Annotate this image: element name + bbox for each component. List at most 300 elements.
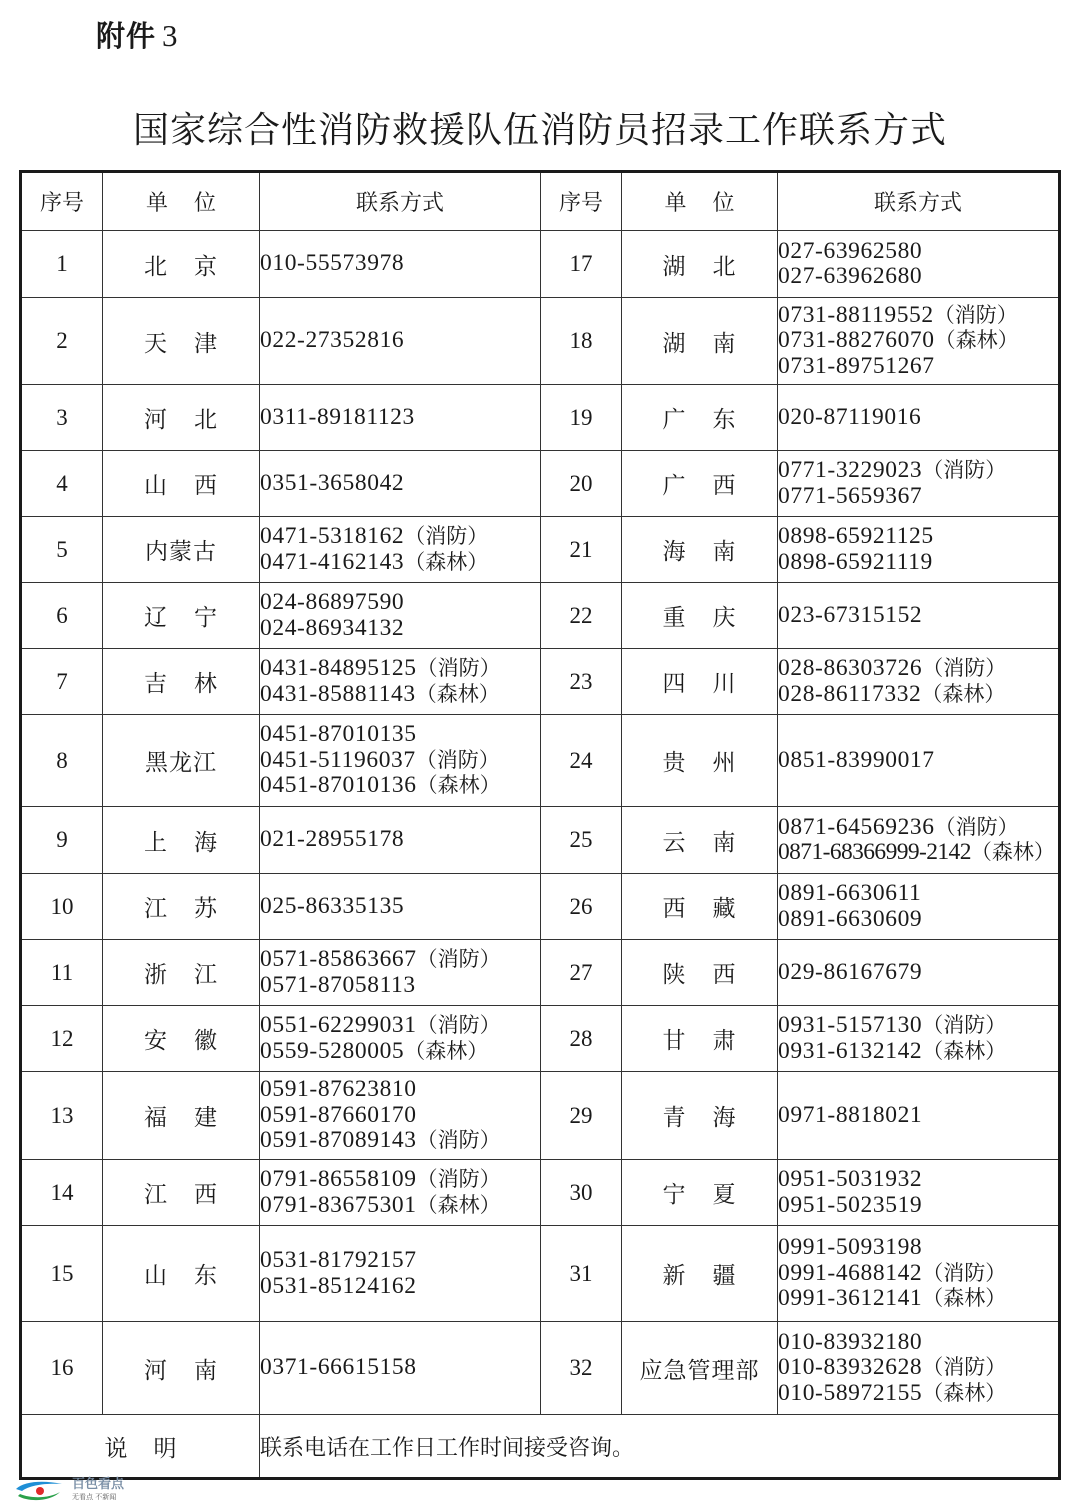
phone-number: 010-55573978 — [260, 250, 405, 277]
table-row — [21, 1160, 1060, 1226]
page-title: 国家综合性消防救援队伍消防员招录工作联系方式 — [132, 110, 947, 151]
unit-cell-right — [622, 451, 778, 517]
unit-cell-right — [622, 583, 778, 649]
phone-line — [260, 524, 540, 550]
unit-name: 徽 — [194, 1028, 218, 1054]
phone-line — [260, 947, 540, 973]
phone-tag: （消防） — [416, 1013, 501, 1037]
phone-line — [260, 1103, 540, 1129]
unit-name: 建 — [194, 1105, 218, 1131]
unit-name: 疆 — [712, 1263, 737, 1289]
contact-cell-right — [778, 940, 1060, 1006]
table-row — [21, 517, 1060, 583]
phone-number: 024-86897590 — [260, 589, 405, 615]
phone-number: 0591-87623810 — [260, 1076, 417, 1103]
unit-name: 宁 — [662, 1182, 687, 1208]
contact-table — [19, 170, 1061, 1480]
contact-cell-left — [260, 940, 541, 1006]
phone-line — [778, 303, 1058, 329]
phone-line — [260, 1077, 540, 1103]
contact-cell-left — [260, 649, 541, 715]
contact-cell-right — [778, 874, 1060, 940]
phone-number: 0991-5093198 — [778, 1234, 923, 1261]
phone-line — [260, 405, 540, 431]
phone-tag: （森林） — [922, 1380, 1007, 1405]
phone-line — [778, 1286, 1058, 1312]
contact-cell-right — [778, 583, 1060, 649]
header-index-left: 序号 — [21, 172, 103, 231]
phone-tag: （森林） — [934, 328, 1019, 353]
phone-tag: （森林） — [416, 773, 501, 798]
index-cell-left: 1 — [21, 231, 103, 298]
unit-name: 北 — [194, 407, 218, 433]
phone-tag: （消防） — [922, 1260, 1007, 1285]
phone-number: 028-86303726 — [778, 655, 923, 681]
phone-number: 0571-87058113 — [260, 971, 416, 998]
phone-tag: （森林） — [922, 1286, 1007, 1311]
phone-number: 0891-6630611 — [778, 880, 922, 906]
phone-number: 0771-3229023 — [778, 457, 923, 483]
unit-name: 州 — [712, 750, 737, 776]
watermark — [10, 1478, 130, 1504]
phone-tag: （森林） — [922, 1038, 1007, 1063]
phone-tag: （消防） — [416, 1128, 501, 1153]
phone-number: 0559-5280005 — [260, 1037, 405, 1064]
phone-number: 0311-89181123 — [260, 403, 415, 430]
contact-cell-right — [778, 649, 1060, 715]
contact-cell-left — [260, 583, 541, 649]
watermark-name: 百色看点 — [72, 1477, 125, 1492]
unit-name: 京 — [194, 253, 218, 280]
phone-line — [260, 656, 540, 682]
phone-line — [778, 840, 1058, 866]
phone-line — [260, 251, 540, 277]
header-unit-right-b: 位 — [712, 191, 735, 216]
phone-line — [260, 773, 540, 799]
phone-number: 0791-83675301 — [260, 1191, 417, 1218]
phone-number: 010-83932180 — [778, 1328, 923, 1355]
index-cell-right: 30 — [541, 1160, 622, 1226]
phone-number: 0791-86558109 — [260, 1166, 417, 1192]
unit-cell-right — [622, 385, 778, 451]
phone-tag: （森林） — [921, 681, 1006, 706]
unit-name: 海 — [712, 1105, 737, 1131]
unit-name: 福 — [144, 1105, 168, 1131]
unit-name: 河 — [144, 407, 168, 433]
contact-cell-right — [778, 1160, 1060, 1226]
unit-cell-left — [103, 517, 260, 583]
phone-number: 0551-62299031 — [260, 1012, 417, 1038]
unit-cell-left — [103, 1160, 260, 1226]
unit-name: 广 — [662, 407, 687, 433]
phone-line — [778, 1261, 1058, 1287]
phone-number: 0591-87660170 — [260, 1101, 417, 1128]
phone-number: 0731-88119552 — [778, 301, 934, 328]
phone-line — [778, 550, 1058, 576]
unit-cell-left — [103, 1006, 260, 1072]
unit-cell-right — [622, 298, 778, 385]
phone-tag: （森林） — [404, 549, 489, 574]
phone-line — [778, 405, 1058, 431]
phone-line — [778, 656, 1058, 682]
contact-cell-left — [260, 298, 541, 385]
index-cell-left: 13 — [21, 1072, 103, 1160]
phone-number: 024-86934132 — [260, 614, 405, 641]
table-row — [21, 807, 1060, 874]
phone-tag: （森林） — [970, 840, 1055, 864]
unit-name: 海 — [662, 539, 687, 565]
phone-number: 0431-85881143 — [260, 680, 416, 707]
phone-line — [260, 1248, 540, 1274]
phone-line — [778, 682, 1058, 708]
index-cell-left: 12 — [21, 1006, 103, 1072]
table-row — [21, 1322, 1060, 1415]
table-row — [21, 298, 1060, 385]
phone-number: 023-67315152 — [778, 601, 923, 628]
unit-name: 贵 — [662, 750, 687, 776]
unit-name: 江 — [144, 896, 168, 922]
phone-line — [778, 1330, 1058, 1356]
unit-cell-left — [103, 940, 260, 1006]
phone-tag: （森林） — [415, 681, 500, 706]
phone-number: 025-86335135 — [260, 892, 405, 919]
phone-tag: （消防） — [416, 947, 501, 971]
unit-name: 北 — [712, 253, 737, 280]
table-row — [21, 874, 1060, 940]
index-cell-left: 15 — [21, 1226, 103, 1322]
table-row — [21, 715, 1060, 807]
index-cell-left: 5 — [21, 517, 103, 583]
phone-number: 020-87119016 — [778, 403, 922, 430]
unit-name: 西 — [712, 473, 737, 499]
index-cell-right: 20 — [541, 451, 622, 517]
contact-cell-left — [260, 1006, 541, 1072]
unit-name: 南 — [712, 539, 737, 565]
phone-line — [778, 815, 1058, 841]
unit-name: 山 — [144, 1263, 168, 1289]
table-row — [21, 583, 1060, 649]
unit-cell-right — [622, 715, 778, 807]
unit-cell-right — [622, 807, 778, 874]
phone-line — [778, 1103, 1058, 1129]
phone-line — [778, 1355, 1058, 1381]
unit-name: 上 — [144, 829, 168, 856]
phone-line — [778, 1235, 1058, 1261]
unit-name: 湖 — [662, 330, 687, 357]
contact-cell-right — [778, 385, 1060, 451]
unit-name: 安 — [144, 1028, 168, 1054]
phone-number: 028-86117332 — [778, 680, 922, 707]
unit-name: 辽 — [144, 605, 168, 631]
index-cell-left: 11 — [21, 940, 103, 1006]
index-cell-right: 17 — [541, 231, 622, 298]
contact-cell-left — [260, 1160, 541, 1226]
unit-name: 江 — [194, 962, 218, 988]
phone-line — [260, 722, 540, 748]
phone-number: 027-63962580 — [778, 237, 923, 264]
phone-line — [260, 1274, 540, 1300]
table-row — [21, 231, 1060, 298]
table-row — [21, 451, 1060, 517]
table-row — [21, 1072, 1060, 1160]
phone-line — [778, 1013, 1058, 1039]
phone-line — [260, 1167, 540, 1193]
phone-tag: （消防） — [922, 1013, 1007, 1037]
contact-cell-left — [260, 807, 541, 874]
phone-tag: （消防） — [922, 656, 1007, 680]
note-label — [21, 1415, 260, 1479]
phone-line — [260, 1355, 540, 1381]
index-cell-right: 18 — [541, 298, 622, 385]
unit-name: 西 — [662, 896, 687, 922]
index-cell-right: 22 — [541, 583, 622, 649]
unit-name: 湖 — [662, 253, 687, 280]
phone-line — [778, 881, 1058, 907]
contact-cell-left — [260, 1226, 541, 1322]
index-cell-left: 3 — [21, 385, 103, 451]
header-unit-left-a: 单 — [145, 191, 168, 216]
index-cell-left: 10 — [21, 874, 103, 940]
watermark-slogan: 无看点 不新闻 — [72, 1493, 117, 1501]
phone-line — [778, 1381, 1058, 1407]
contact-cell-right — [778, 807, 1060, 874]
unit-name: 山 — [144, 473, 168, 499]
unit-cell-left — [103, 451, 260, 517]
phone-number: 0451-87010136 — [260, 772, 417, 799]
contact-cell-left — [260, 517, 541, 583]
table-row — [21, 649, 1060, 715]
unit-name: 苏 — [194, 896, 218, 922]
phone-tag: （消防） — [922, 1355, 1007, 1380]
contact-cell-right — [778, 1072, 1060, 1160]
phone-line — [778, 239, 1058, 265]
index-cell-right: 29 — [541, 1072, 622, 1160]
phone-line — [778, 354, 1058, 380]
unit-cell-right — [622, 649, 778, 715]
phone-number: 0471-5318162 — [260, 523, 405, 549]
index-cell-left: 8 — [21, 715, 103, 807]
unit-name: 天 — [144, 330, 168, 357]
phone-line — [260, 1193, 540, 1219]
phone-number: 010-58972155 — [778, 1379, 923, 1406]
unit-name: 重 — [662, 605, 687, 631]
note-label-a: 说 — [104, 1435, 128, 1462]
phone-number: 022-27352816 — [260, 327, 405, 354]
phone-tag: （消防） — [933, 302, 1018, 327]
unit-cell-left — [103, 298, 260, 385]
table-row — [21, 1006, 1060, 1072]
unit-cell-left — [103, 874, 260, 940]
phone-tag: （森林） — [404, 1038, 489, 1063]
unit-name: 宁 — [194, 605, 218, 631]
unit-cell-left — [103, 231, 260, 298]
index-cell-left: 2 — [21, 298, 103, 385]
contact-cell-right — [778, 517, 1060, 583]
header-unit-right — [622, 172, 778, 231]
unit-name: 甘 — [662, 1028, 687, 1054]
unit-cell-left — [103, 715, 260, 807]
contact-cell-right — [778, 298, 1060, 385]
index-cell-right: 23 — [541, 649, 622, 715]
phone-line — [260, 1013, 540, 1039]
index-cell-left: 16 — [21, 1322, 103, 1415]
phone-line — [778, 748, 1058, 774]
phone-number: 0731-89751267 — [778, 352, 935, 379]
phone-line — [260, 616, 540, 642]
phone-number: 0991-3612141 — [778, 1285, 923, 1312]
phone-number: 0471-4162143 — [260, 548, 405, 575]
phone-line — [260, 550, 540, 576]
phone-line — [778, 960, 1058, 986]
header-unit-left — [103, 172, 260, 231]
phone-line — [778, 1039, 1058, 1065]
unit-name: 西 — [194, 1182, 218, 1208]
index-cell-right: 21 — [541, 517, 622, 583]
note-text: 联系电话在工作日工作时间接受咨询。 — [260, 1415, 1060, 1479]
unit-cell-right — [622, 1072, 778, 1160]
watermark-logo-icon — [14, 1480, 64, 1502]
table-row — [21, 1226, 1060, 1322]
index-cell-right: 32 — [541, 1322, 622, 1415]
unit-name: 北 — [144, 253, 168, 280]
attachment-label — [96, 14, 179, 55]
unit-cell-left — [103, 1072, 260, 1160]
phone-number: 0371-66615158 — [260, 1354, 417, 1381]
contact-cell-left — [260, 1072, 541, 1160]
table-row — [21, 385, 1060, 451]
index-cell-right: 19 — [541, 385, 622, 451]
index-cell-left: 7 — [21, 649, 103, 715]
phone-number: 0351-3658042 — [260, 469, 405, 496]
phone-tag: （森林） — [416, 1192, 501, 1217]
phone-line — [778, 524, 1058, 550]
phone-line — [778, 458, 1058, 484]
phone-line — [260, 328, 540, 354]
unit-name: 浙 — [144, 962, 168, 988]
unit-name: 云 — [662, 829, 687, 856]
phone-number: 0898-65921119 — [778, 548, 933, 575]
contact-cell-right — [778, 715, 1060, 807]
unit-name: 津 — [194, 330, 218, 357]
unit-name: 广 — [662, 473, 687, 499]
unit-cell-left — [103, 1226, 260, 1322]
contact-cell-left — [260, 451, 541, 517]
unit-name: 藏 — [712, 896, 737, 922]
index-cell-right: 26 — [541, 874, 622, 940]
phone-number: 0898-65921125 — [778, 523, 934, 549]
phone-line — [778, 1167, 1058, 1193]
unit-name: 南 — [194, 1357, 218, 1384]
phone-line — [260, 748, 540, 774]
unit-cell-right — [622, 231, 778, 298]
attachment-number: 3 — [162, 18, 179, 53]
index-cell-right: 25 — [541, 807, 622, 874]
unit-name: 青 — [662, 1105, 687, 1131]
unit-cell-right — [622, 1006, 778, 1072]
phone-line — [260, 894, 540, 920]
phone-line — [778, 1193, 1058, 1219]
phone-line — [260, 827, 540, 853]
unit-name: 黑龙江 — [145, 750, 217, 776]
phone-line — [778, 484, 1058, 510]
phone-number: 0971-8818021 — [778, 1101, 923, 1128]
index-cell-left: 9 — [21, 807, 103, 874]
unit-cell-left — [103, 649, 260, 715]
index-cell-left: 14 — [21, 1160, 103, 1226]
unit-name: 东 — [712, 407, 737, 433]
contact-cell-left — [260, 385, 541, 451]
unit-cell-right — [622, 517, 778, 583]
unit-name: 陕 — [662, 962, 687, 988]
unit-name: 海 — [194, 829, 218, 856]
contact-cell-right — [778, 451, 1060, 517]
phone-line — [778, 907, 1058, 933]
phone-number: 0731-88276070 — [778, 327, 935, 354]
phone-number: 027-63962680 — [778, 263, 923, 289]
unit-name: 川 — [712, 671, 737, 697]
phone-number: 0771-5659367 — [778, 482, 923, 509]
phone-line — [260, 973, 540, 999]
contact-cell-left — [260, 715, 541, 807]
phone-number: 0871-68366999-2142 — [778, 839, 971, 865]
unit-name: 东 — [194, 1263, 218, 1289]
note-label-b: 明 — [153, 1435, 177, 1462]
phone-number: 0531-81792157 — [260, 1247, 417, 1273]
phone-number: 0951-5023519 — [778, 1191, 923, 1218]
unit-name: 江 — [144, 1182, 168, 1208]
unit-cell-right — [622, 874, 778, 940]
phone-number: 0931-5157130 — [778, 1012, 923, 1038]
unit-name: 内蒙古 — [145, 539, 217, 565]
contact-cell-left — [260, 1322, 541, 1415]
unit-name: 西 — [194, 473, 218, 499]
phone-line — [260, 1128, 540, 1154]
header-unit-left-b: 位 — [194, 191, 217, 216]
unit-cell-left — [103, 385, 260, 451]
contact-cell-left — [260, 231, 541, 298]
phone-tag: （消防） — [922, 458, 1007, 482]
unit-cell-right — [622, 1226, 778, 1322]
unit-name: 南 — [712, 330, 737, 357]
unit-name: 庆 — [712, 605, 737, 631]
phone-number: 0991-4688142 — [778, 1259, 923, 1286]
unit-name: 南 — [712, 829, 737, 856]
phone-line — [778, 264, 1058, 290]
unit-name: 夏 — [712, 1182, 737, 1208]
note-row — [21, 1415, 1060, 1479]
index-cell-right: 27 — [541, 940, 622, 1006]
index-cell-right: 28 — [541, 1006, 622, 1072]
unit-name: 河 — [144, 1357, 168, 1384]
phone-number: 010-83932628 — [778, 1354, 923, 1381]
phone-number: 0931-6132142 — [778, 1037, 923, 1064]
phone-line — [260, 1039, 540, 1065]
phone-number: 0951-5031932 — [778, 1166, 923, 1192]
phone-number: 0851-83990017 — [778, 746, 935, 773]
phone-number: 0591-87089143 — [260, 1127, 417, 1154]
table-header-row — [21, 172, 1060, 231]
phone-line — [778, 603, 1058, 629]
header-index-right: 序号 — [541, 172, 622, 231]
phone-line — [778, 328, 1058, 354]
index-cell-left: 4 — [21, 451, 103, 517]
unit-name: 四 — [662, 671, 687, 697]
contact-cell-right — [778, 1322, 1060, 1415]
unit-cell-right — [622, 1160, 778, 1226]
unit-cell-right — [622, 940, 778, 1006]
contact-cell-right — [778, 231, 1060, 298]
unit-name: 林 — [194, 671, 218, 697]
